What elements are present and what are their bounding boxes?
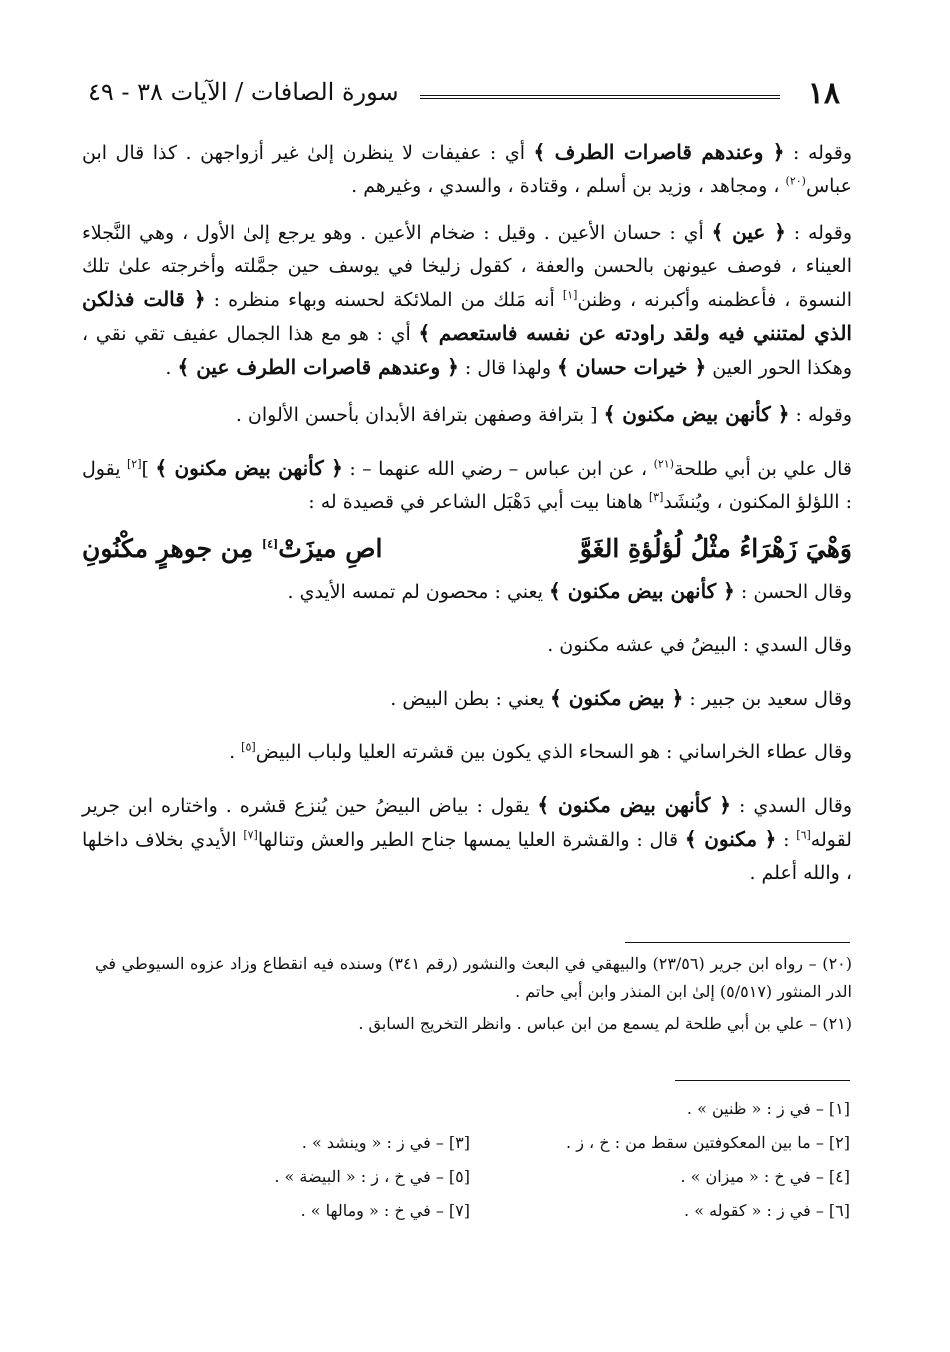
variant-note-6: [٦] – في ز : « كقوله » .: [684, 1201, 850, 1220]
quran-quote: ﴿ خيرات حسان ﴾: [557, 355, 707, 379]
footnotes: [95, 950, 852, 1042]
quran-quote: ﴿ كأنهن بيض مكنون ﴾: [537, 793, 731, 817]
text: وقال عطاء الخراساني : هو السحاء الذي يكون بين قشرته العليا ولباب البيض: [255, 741, 852, 763]
quran-quote: ﴿ قالت فذلكن الذي لمتنني فيه ولقد راودته عن نفسه فاستعصم ﴾: [82, 287, 852, 345]
paragraph-6: [82, 629, 852, 662]
text: يقول : بياض البيضُ حين يُنزع قشره . واختاره ابن جرير لقوله: [82, 795, 852, 851]
quran-quote: ﴿ بيض مكنون ﴾: [550, 686, 684, 710]
footnote-20: (٢٠) – رواه ابن جرير (٢٣/٥٦) والبيهقي في البعث والنشور (رقم ٣٤١) وسنده فيه انقطاع وزاد عزوه السيوطي في الدر المنثور (٥/٥١٧) إلىٰ ابن المنذر وابن أبي حاتم .: [95, 954, 852, 1001]
text: ، عن ابن عباس – رضي الله عنهما – :: [342, 458, 654, 480]
variants-separator: [675, 1080, 850, 1081]
text: وقوله :: [789, 404, 852, 426]
quran-quote: ﴿ عين ﴾: [711, 220, 786, 244]
variant-note-4: [٤] – في خ : « ميزان » .: [680, 1167, 850, 1186]
text: وقال سعيد بن جبير :: [683, 688, 852, 710]
paragraph-1: [82, 136, 852, 203]
text: قال علي بن أبي طلحة: [674, 458, 852, 480]
text: .: [229, 741, 242, 763]
text: الأيدي بخلاف داخلها ، والله أعلم .: [82, 829, 852, 884]
page-number: ١٨: [807, 76, 840, 111]
variant-ref[interactable]: [٢]: [126, 457, 142, 471]
text: ولهذا قال :: [458, 357, 558, 379]
quran-quote: ﴿ مكنون ﴾: [684, 827, 777, 851]
text: وقوله :: [784, 142, 852, 164]
quran-quote: ﴿ كأنهن بيض مكنون ﴾: [155, 456, 343, 480]
poetry-verse: [82, 532, 852, 565]
variant-note-7: [٧] – في خ : « ومالها » .: [300, 1201, 470, 1220]
text: يعني : بطن البيض .: [390, 688, 551, 710]
paragraph-7: [82, 682, 852, 716]
text: مِن جوهرٍ مكْنُونِ: [82, 534, 262, 563]
variant-empty: [130, 1092, 470, 1126]
text: يعني : محصون لم تمسه الأيدي .: [287, 581, 550, 603]
variant-ref[interactable]: [٧]: [243, 828, 258, 842]
text: أي : هو مع هذا الجمال عفيف تقي نقي ، وهكذا الحور العين: [82, 323, 852, 379]
text: أنه مَلك من الملائكة لحسنه وبهاء منظره :: [205, 289, 563, 311]
text: [ بترافة وصفهن بترافة الأبدان بأحسن الألوان .: [235, 404, 604, 426]
variant-note-3: [٣] – في ز : « وينشد » .: [301, 1133, 470, 1152]
text: يقول : اللؤلؤ المكنون ، ويُنشَد: [82, 458, 852, 513]
quran-quote: ﴿ وعندهم قاصرات الطرف عين ﴾: [177, 355, 459, 379]
paragraph-5: [82, 575, 852, 609]
text: ، ومجاهد ، وزيد بن أسلم ، وقتادة ، والسدي ، وغيرهم .: [351, 175, 786, 197]
verse-first-hemistich: وَهْيَ زَهْرَاءُ مثْلُ لُؤلُؤةِ الغَوَّ: [579, 534, 852, 563]
paragraph-8: [82, 736, 852, 769]
text: أي : حسان الأعين . وقيل : ضخام الأعين . وهو يرجع إلىٰ الأول ، وهي النَّجلاء العيناء ، فوصف عيونهن بالحسن والعفة ، كقول زليخا في يوسف حين جمَّلته وأخرجته علىٰ تلك النسوة ، فأعظمنه وأكبرنه ، وظنن: [82, 222, 852, 311]
text: أي : عفيفات لا ينظرن إلىٰ غير أزواجهن . كذا قال ابن عباس: [82, 142, 852, 197]
variant-ref[interactable]: [٤]: [261, 537, 279, 551]
variant-ref[interactable]: [٥]: [241, 740, 256, 754]
variant-ref[interactable]: [٣]: [648, 490, 664, 504]
text: وقال السدي :: [730, 795, 853, 817]
verse-second-hemistich: [82, 532, 382, 565]
text: وقال السدي : البيضُ في عشه مكنون .: [547, 634, 852, 656]
footnote-21: (٢١) – علي بن أبي طلحة لم يسمع من ابن عباس . وانظر التخريج السابق .: [358, 1014, 852, 1033]
quran-quote: ﴿ وعندهم قاصرات الطرف ﴾: [533, 140, 785, 164]
main-text: [82, 136, 852, 903]
text: :: [776, 829, 797, 851]
variant-note-1: [١] – في ز : « ظنين » .: [686, 1099, 850, 1118]
text: وقوله :: [785, 222, 853, 244]
text: وقال الحسن :: [734, 581, 852, 603]
variant-ref[interactable]: [١]: [562, 288, 578, 302]
text: قال : والقشرة العليا يمسها جناح الطير والعش وتنالها: [257, 829, 685, 851]
variant-note-2: [٢] – ما بين المعكوفتين سقط من : خ ، ز .: [566, 1133, 850, 1152]
footnote-ref[interactable]: (٢٠): [785, 174, 806, 188]
footnote-ref[interactable]: (٢١): [653, 457, 675, 471]
footnote-separator: [625, 942, 850, 943]
header-rule: [420, 95, 780, 99]
variant-note-5: [٥] – في خ ، ز : « البيضة » .: [274, 1167, 470, 1186]
paragraph-4: [82, 452, 852, 519]
text: ]: [141, 458, 156, 480]
surah-header: سورة الصافات / الآيات ٣٨ - ٤٩: [88, 78, 399, 106]
paragraph-2: [82, 216, 852, 385]
text: اصِ ميزَتْ: [278, 534, 383, 563]
manuscript-variants: [130, 1092, 850, 1228]
paragraph-9: [82, 789, 852, 890]
text: .: [165, 357, 178, 379]
quran-quote: ﴿ كأنهن بيض مكنون ﴾: [603, 402, 790, 426]
variant-ref[interactable]: [٦]: [796, 828, 811, 842]
text: هاهنا بيت أبي دَهْبَل الشاعر في قصيدة له :: [308, 491, 649, 513]
paragraph-3: [82, 398, 852, 432]
quran-quote: ﴿ كأنهن بيض مكنون ﴾: [549, 579, 735, 603]
